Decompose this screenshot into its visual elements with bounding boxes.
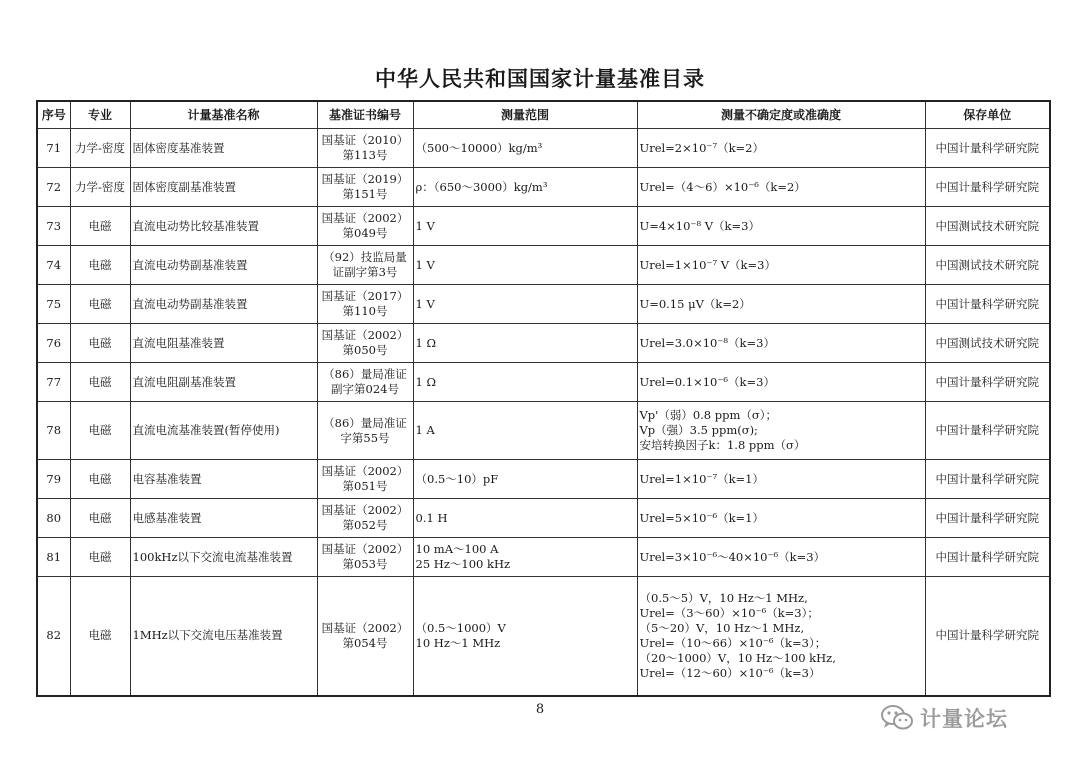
row-range-line: 1 V [415,218,435,233]
row-certificate [317,168,413,207]
row-certificate-line: 国基证（2002） [321,542,409,556]
row-uncertainty-line: Vp（强）3.5 ppm(σ); [639,423,758,437]
row-custodian: 中国计量科学研究院 [925,460,1050,499]
row-number: 71 [37,129,70,168]
row-certificate [317,285,413,324]
row-uncertainty-line: （5～20）V，10 Hz～1 MHz, [639,620,805,635]
row-standard-name: 直流电阻副基准装置 [130,363,317,402]
watermark [880,700,1008,736]
row-certificate-line: 证副字第3号 [332,265,398,279]
row-uncertainty-line: Urel=2×10⁻⁷（k=2） [639,140,764,155]
row-certificate [317,129,413,168]
row-uncertainty-line: 安培转换因子k：1.8 ppm（σ） [639,438,806,452]
row-uncertainty-line: Urel=（3～60）×10⁻⁶（k=3）； [639,605,819,620]
row-standard-name: 直流电动势比较基准装置 [130,207,317,246]
row-custodian: 中国计量科学研究院 [925,363,1050,402]
row-uncertainty [637,168,925,207]
row-range-line: 10 Hz～1 MHz [415,635,501,650]
row-uncertainty [637,246,925,285]
row-certificate-line: 字第55号 [340,430,390,445]
row-certificate-line: 副字第024号 [331,382,399,396]
header-range: 测量范围 [413,101,637,129]
table-row [37,246,1050,285]
row-specialty: 电磁 [70,207,130,246]
row-uncertainty-line: Urel=（10～66）×10⁻⁶（k=3）； [639,635,827,650]
row-certificate [317,499,413,538]
table-row [37,460,1050,499]
row-specialty: 力学-密度 [70,168,130,207]
row-range-line: 1 Ω [415,374,437,389]
row-certificate-line: （92）技监局量 [323,250,407,264]
row-uncertainty-line: Urel=1×10⁻⁷ V（k=3） [639,257,776,272]
row-custodian: 中国计量科学研究院 [925,402,1050,460]
row-custodian: 中国计量科学研究院 [925,499,1050,538]
row-certificate-line: 国基证（2010） [321,133,409,147]
row-range-line: 25 Hz～100 kHz [415,557,511,571]
row-standard-name: 固体密度副基准装置 [130,168,317,207]
row-certificate-line: 第050号 [342,343,388,357]
header-num: 序号 [37,101,70,129]
row-certificate-line: （86）量局准证 [323,415,407,430]
row-certificate-line: 第053号 [342,557,388,571]
row-standard-name: 直流电动势副基准装置 [130,246,317,285]
row-certificate [317,538,413,577]
row-specialty: 电磁 [70,499,130,538]
row-certificate [317,207,413,246]
row-uncertainty-line: Urel=（4～6）×10⁻⁶（k=2） [639,179,806,194]
row-range-line: 10 mA～100 A [415,542,499,556]
row-standard-name: 固体密度基准装置 [130,129,317,168]
row-certificate-line: （86）量局准证 [323,367,407,381]
row-range-line: （0.5～1000）V [415,620,506,635]
row-certificate-line: 第151号 [342,187,388,201]
row-certificate-line: 国基证（2002） [321,620,409,635]
header-custodian: 保存单位 [925,101,1050,129]
row-certificate [317,577,413,696]
row-standard-name: 电感基准装置 [130,499,317,538]
row-certificate-line: 国基证（2002） [321,464,409,478]
row-uncertainty [637,460,925,499]
row-standard-name: 100kHz以下交流电流基准装置 [130,538,317,577]
row-number: 80 [37,499,70,538]
row-certificate-line: 第051号 [342,479,388,493]
row-certificate-line: 第049号 [342,226,388,240]
row-certificate [317,324,413,363]
watermark-text: 计量论坛 [920,707,1008,731]
row-uncertainty [637,324,925,363]
row-uncertainty [637,129,925,168]
row-uncertainty [637,577,925,696]
row-number: 82 [37,577,70,696]
row-uncertainty-line: Urel=1×10⁻⁷（k=1） [639,471,764,486]
header-standard-name: 计量基准名称 [130,101,317,129]
row-range-line: 0.1 H [415,510,448,525]
table-row [37,363,1050,402]
row-standard-name: 直流电阻基准装置 [130,324,317,363]
row-range-line: 1 Ω [415,335,437,350]
row-specialty: 电磁 [70,402,130,460]
row-number: 81 [37,538,70,577]
row-uncertainty-line: （20～1000）V，10 Hz～100 kHz, [639,650,836,665]
row-range [413,499,637,538]
table-row [37,499,1050,538]
row-custodian: 中国测试技术研究院 [925,324,1050,363]
row-range [413,285,637,324]
row-custodian: 中国计量科学研究院 [925,577,1050,696]
row-certificate-line: 国基证（2002） [321,211,409,225]
row-number: 76 [37,324,70,363]
row-uncertainty [637,363,925,402]
header-uncertainty: 测量不确定度或准确度 [637,101,925,129]
table-row [37,402,1050,460]
row-certificate-line: 第054号 [342,635,388,650]
row-certificate [317,363,413,402]
row-range [413,577,637,696]
row-custodian: 中国计量科学研究院 [925,129,1050,168]
row-specialty: 电磁 [70,285,130,324]
row-custodian: 中国计量科学研究院 [925,168,1050,207]
row-standard-name: 1MHz以下交流电压基准装置 [130,577,317,696]
row-specialty: 电磁 [70,577,130,696]
table-header-row [37,101,1050,129]
row-range [413,538,637,577]
row-standard-name: 直流电流基准装置(暂停使用) [130,402,317,460]
table-row [37,285,1050,324]
row-uncertainty-line: Urel=0.1×10⁻⁶（k=3） [639,374,775,389]
row-uncertainty-line: U=4×10⁻⁸ V（k=3） [639,218,760,233]
row-uncertainty [637,402,925,460]
row-number: 77 [37,363,70,402]
row-uncertainty [637,285,925,324]
row-specialty: 电磁 [70,246,130,285]
row-standard-name: 直流电动势副基准装置 [130,285,317,324]
row-uncertainty-line: （0.5～5）V，10 Hz～1 MHz, [639,590,808,605]
row-uncertainty-line: Vp'（弱）0.8 ppm（σ）； [639,408,777,422]
row-uncertainty-line: U=0.15 μV（k=2） [639,296,751,311]
row-number: 78 [37,402,70,460]
row-certificate [317,460,413,499]
row-range [413,460,637,499]
row-number: 75 [37,285,70,324]
row-number: 73 [37,207,70,246]
header-specialty: 专业 [70,101,130,129]
row-certificate [317,402,413,460]
row-number: 72 [37,168,70,207]
row-custodian: 中国测试技术研究院 [925,246,1050,285]
row-certificate-line: 国基证（2002） [321,328,409,342]
row-custodian: 中国测试技术研究院 [925,207,1050,246]
row-range [413,207,637,246]
row-uncertainty-line: Urel=5×10⁻⁶（k=1） [639,510,764,525]
row-specialty: 电磁 [70,324,130,363]
row-range [413,168,637,207]
row-range-line: ρ：（650～3000）kg/m³ [415,179,548,194]
row-certificate-line: 国基证（2019） [321,172,409,186]
row-range [413,129,637,168]
row-certificate-line: 第110号 [342,304,388,318]
row-specialty: 力学-密度 [70,129,130,168]
row-certificate-line: 国基证（2002） [321,503,409,517]
row-uncertainty [637,207,925,246]
table-row [37,168,1050,207]
table-row [37,324,1050,363]
row-certificate-line: 第113号 [342,148,388,162]
row-certificate [317,246,413,285]
row-uncertainty-line: Urel=3.0×10⁻⁸（k=3） [639,335,775,350]
row-number: 79 [37,460,70,499]
row-specialty: 电磁 [70,363,130,402]
table-row [37,207,1050,246]
row-range-line: （0.5～10）pF [415,471,499,486]
row-specialty: 电磁 [70,460,130,499]
row-range-line: 1 V [415,296,435,311]
standards-table [36,100,1051,697]
row-range-line: 1 V [415,257,435,272]
row-range-line: （500～10000）kg/m³ [415,140,543,155]
document-title: 中华人民共和国国家计量基准目录 [375,66,705,91]
row-standard-name: 电容基准装置 [130,460,317,499]
row-uncertainty [637,499,925,538]
row-uncertainty-line: Urel=（12～60）×10⁻⁶（k=3） [639,665,821,680]
table-row [37,129,1050,168]
table-row [37,538,1050,577]
row-custodian: 中国计量科学研究院 [925,538,1050,577]
row-range [413,324,637,363]
row-specialty: 电磁 [70,538,130,577]
row-certificate-line: 第052号 [342,518,388,532]
row-custodian: 中国计量科学研究院 [925,285,1050,324]
row-number: 74 [37,246,70,285]
row-range [413,402,637,460]
row-range-line: 1 A [415,423,435,437]
wechat-icon [880,704,914,732]
row-certificate-line: 国基证（2017） [321,289,409,303]
row-uncertainty [637,538,925,577]
page-number: 8 [535,702,545,717]
header-certificate: 基准证书编号 [317,101,413,129]
row-range [413,246,637,285]
row-uncertainty-line: Urel=3×10⁻⁶～40×10⁻⁶（k=3） [639,549,826,564]
table-row [37,577,1050,696]
row-range [413,363,637,402]
